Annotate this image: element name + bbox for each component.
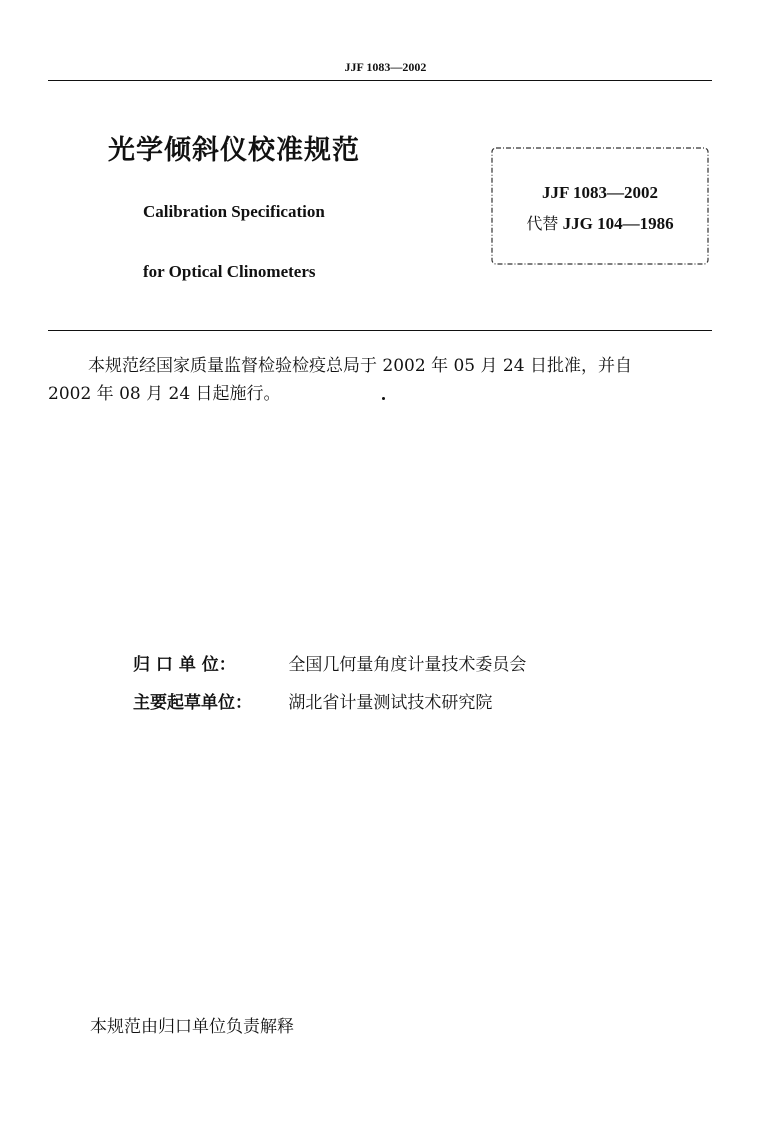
title-english-line1: Calibration Specification — [143, 202, 325, 221]
approval-line-1: 本规范经国家质量监督检验检疫总局于 2002 年 05 月 24 日批准，并自 — [88, 356, 632, 376]
responsible-unit-row — [133, 650, 526, 675]
replaces-code — [489, 211, 711, 234]
header-standard-code: JJF 1083—2002 — [344, 60, 427, 74]
replaces-prefix: 代替 — [526, 214, 559, 233]
decorative-border — [489, 145, 711, 267]
responsible-unit-value: 全国几何量角度计量技术委员会 — [288, 655, 527, 675]
drafting-unit-value: 湖北省计量测试技术研究院 — [288, 693, 493, 713]
section-rule — [48, 330, 712, 331]
standard-code-box — [489, 145, 711, 267]
standard-code: JJF 1083—2002 — [541, 183, 658, 202]
drafting-unit-label: 主要起草单位： — [133, 693, 252, 713]
approval-line-2: 2002 年 08 月 24 日起施行。 — [48, 384, 281, 404]
stray-mark — [382, 397, 385, 400]
replaced-standard-code: JJG 104—1986 — [562, 214, 674, 233]
header-rule — [48, 80, 712, 81]
interpretation-note: 本规范由归口单位负责解释 — [90, 1017, 294, 1037]
responsible-unit-label: 归 口 单 位： — [133, 655, 236, 675]
title-english-line2: for Optical Clinometers — [143, 262, 316, 281]
title-chinese: 光学倾斜仪校准规范 — [108, 135, 360, 166]
drafting-unit-row — [133, 688, 492, 713]
approval-statement — [48, 352, 712, 408]
